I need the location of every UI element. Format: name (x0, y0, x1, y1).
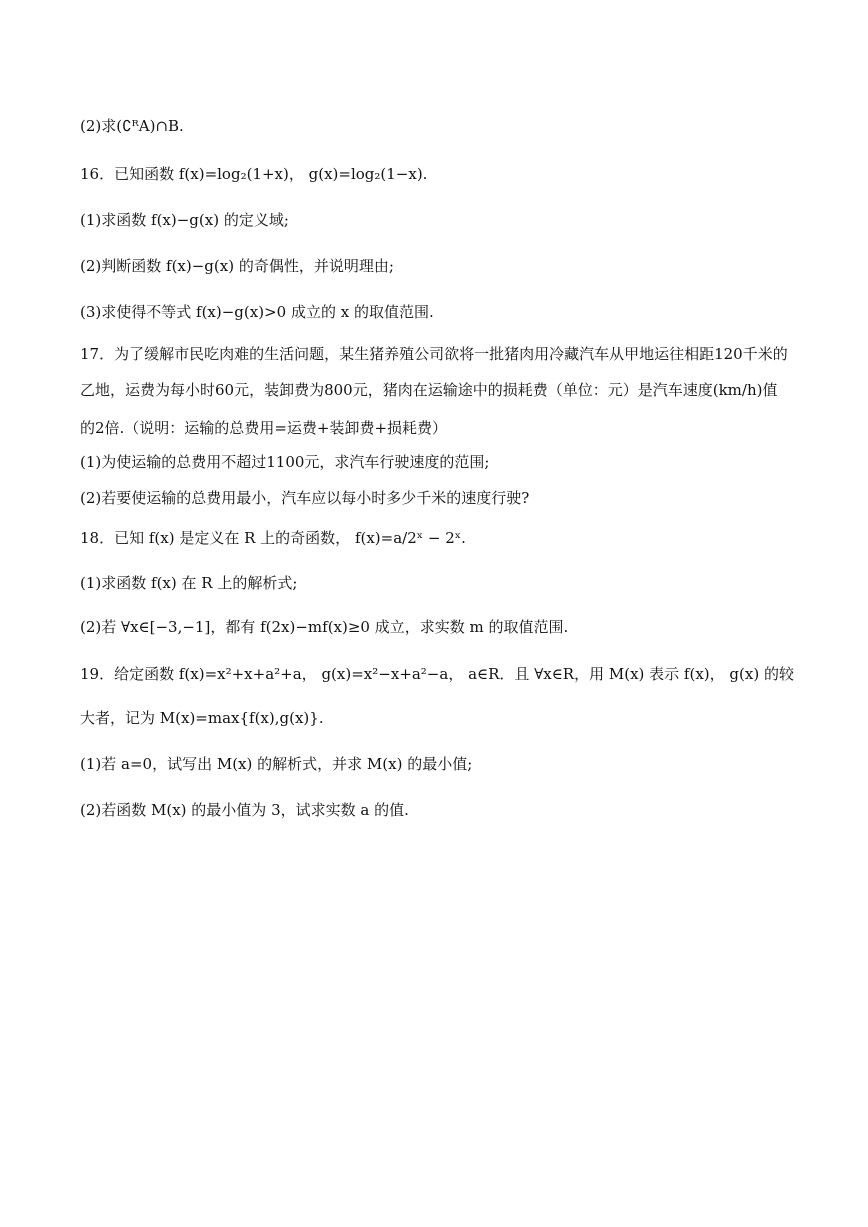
q17-stem-line1: 17．为了缓解市民吃肉难的生活问题，某生猪养殖公司欲将一批猪肉用冷藏汽车从甲地运往相距120千米的 (80, 345, 788, 363)
q16-part1: (1)求函数 f(x)−g(x) 的定义域; (80, 211, 289, 229)
q17-stem-line2: 乙地，运费为每小时60元，装卸费为800元，猪肉在运输途中的损耗费（单位：元）是汽车速度(km/h)值 (80, 381, 778, 399)
q18-stem: 18．已知 f(x) 是定义在 R 上的奇函数， f(x)=a/2ˣ − 2ˣ. (80, 529, 466, 547)
q17-part1: (1)为使运输的总费用不超过1100元，求汽车行驶速度的范围; (80, 453, 490, 471)
q17-part2: (2)若要使运输的总费用最小，汽车应以每小时多少千米的速度行驶? (80, 489, 530, 507)
q17-stem-line3: 的2倍.（说明：运输的总费用=运费+装卸费+损耗费） (80, 419, 448, 437)
q16-stem: 16．已知函数 f(x)=log₂(1+x)， g(x)=log₂(1−x). (80, 165, 428, 183)
q19-part2: (2)若函数 M(x) 的最小值为 3，试求实数 a 的值. (80, 801, 409, 819)
q19-part1: (1)若 a=0，试写出 M(x) 的解析式，并求 M(x) 的最小值; (80, 755, 473, 773)
q16-part2: (2)判断函数 f(x)−g(x) 的奇偶性，并说明理由; (80, 257, 394, 275)
q19-stem-line1: 19．给定函数 f(x)=x²+x+a²+a， g(x)=x²−x+a²−a， a∈R．且 ∀x∈R，用 M(x) 表示 f(x)， g(x) 的较 (80, 665, 794, 683)
q18-part2: (2)若 ∀x∈[−3,−1]，都有 f(2x)−mf(x)≥0 成立，求实数 m 的取值范围. (80, 618, 569, 636)
q16-part3: (3)求使得不等式 f(x)−g(x)>0 成立的 x 的取值范围. (80, 303, 434, 321)
q15-part2: (2)求(∁ᴿA)∩B. (80, 117, 184, 135)
q19-stem-line2: 大者，记为 M(x)=max{f(x),g(x)}. (80, 709, 324, 727)
q18-part1: (1)求函数 f(x) 在 R 上的解析式; (80, 574, 298, 592)
